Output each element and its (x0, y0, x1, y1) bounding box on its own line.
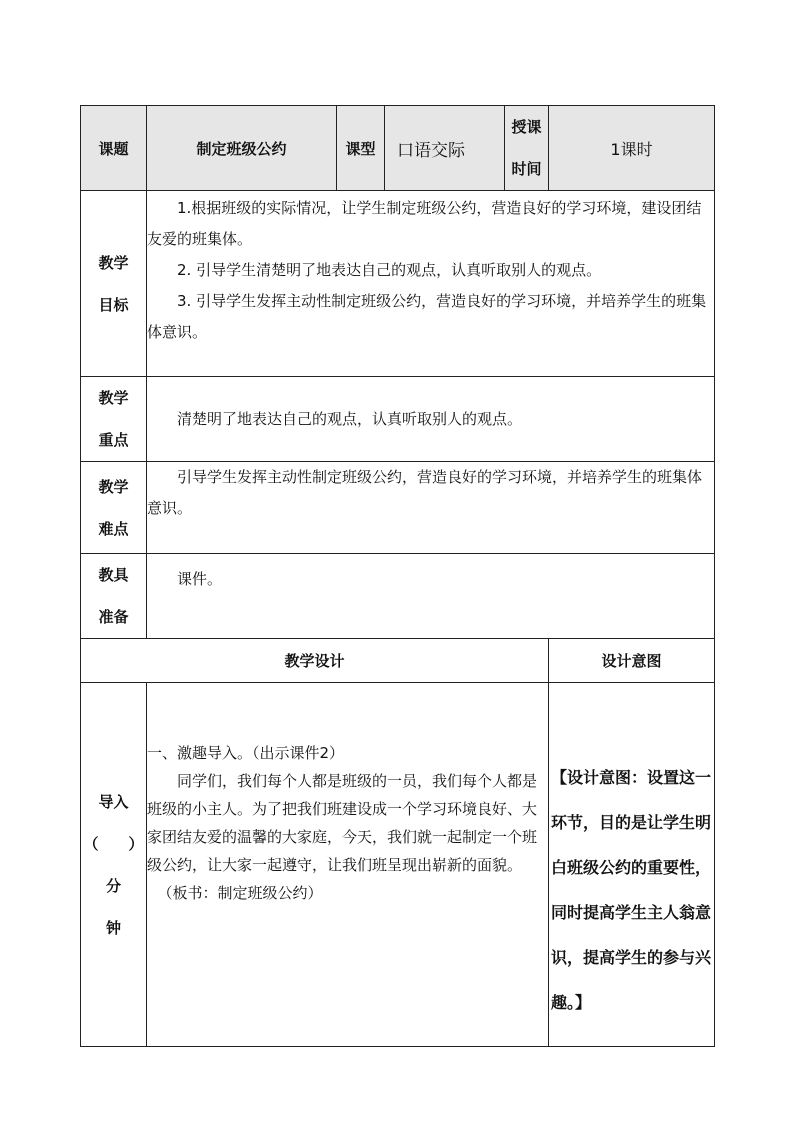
time-label-line1: 授课 (511, 118, 542, 136)
time-value-cell (549, 106, 715, 191)
materials-label-cell (81, 554, 147, 639)
difficulties-row (81, 462, 715, 554)
key-points-label-line1: 教学 (98, 389, 129, 407)
key-points-row (81, 377, 715, 462)
design-header-right-cell (549, 639, 715, 683)
time-value: 1课时 (610, 139, 653, 159)
key-points-text: 清楚明了地表达自己的观点，认真听取别人的观点。 (177, 409, 523, 428)
intro-paragraph: 同学们，我们每个人都是班级的一员，我们每个人都是班级的小主人。为了把我们班建设成一个学习环境良好、大家团结友爱的温馨的大家庭，今天，我们就一起制定一个班级公约，让大家一起遵守，让我们班呈现出崭新的面貌。 (147, 772, 538, 874)
time-label-line2: 时间 (511, 160, 542, 178)
intro-content-cell (147, 683, 549, 1047)
objectives-label-line2: 目标 (98, 295, 129, 314)
type-value: 口语交际 (397, 140, 465, 161)
difficulties-label-cell (81, 462, 147, 554)
key-points-label-cell (81, 377, 147, 462)
objective-item-2: 2. 引导学生清楚明了地表达自己的观点，认真听取别人的观点。 (177, 261, 602, 279)
intro-label-cell (81, 683, 147, 1047)
design-header-left: 教学设计 (284, 652, 345, 670)
materials-label-line2: 准备 (98, 608, 129, 626)
topic-value: 制定班级公约 (196, 139, 287, 158)
intro-label-line3: 钟 (105, 918, 121, 937)
intro-board-note: （板书：制定班级公约） (157, 884, 323, 902)
difficulties-label-line2: 难点 (98, 519, 129, 538)
intro-heading: 一、激趣导入。（出示课件2） (147, 744, 345, 762)
objectives-row (81, 191, 715, 377)
materials-content-cell (147, 554, 715, 639)
type-label-cell (337, 106, 385, 191)
materials-row (81, 554, 715, 639)
objectives-content-cell (147, 191, 715, 377)
topic-label-cell (81, 106, 147, 191)
type-label: 课型 (345, 139, 376, 158)
intro-row (81, 683, 715, 1047)
objective-item-3: 3. 引导学生发挥主动性制定班级公约，营造良好的学习环境，并培养学生的班集体意识。 (147, 292, 707, 341)
time-label-cell (505, 106, 549, 191)
objective-item-1: 1.根据班级的实际情况，让学生制定班级公约，营造良好的学习环境，建设团结友爱的班集体。 (147, 199, 702, 248)
topic-label: 课题 (98, 139, 129, 158)
design-header-left-cell (81, 639, 549, 683)
topic-value-cell (147, 106, 337, 191)
key-points-content-cell (147, 377, 715, 462)
difficulties-label-line1: 教学 (98, 477, 129, 496)
lesson-plan-table (80, 105, 715, 1047)
design-header-right: 设计意图 (601, 652, 662, 670)
type-value-cell (385, 106, 505, 191)
header-row (81, 106, 715, 191)
materials-text: 课件。 (177, 570, 223, 588)
materials-label-line1: 教具 (98, 566, 129, 584)
intro-intent: 【设计意图：设置这一环节，目的是让学生明白班级公约的重要性，同时提高学生主人翁意识，提高学生的参与兴趣。】 (551, 768, 712, 1012)
difficulties-text: 引导学生发挥主动性制定班级公约，营造良好的学习环境，并培养学生的班集体意识。 (147, 468, 703, 517)
design-header-row (81, 639, 715, 683)
intro-intent-cell (549, 683, 715, 1047)
objectives-label-cell (81, 191, 147, 377)
difficulties-content-cell (147, 462, 715, 554)
intro-label-line1: 导入 (98, 792, 129, 811)
intro-label-line2: （ ）分 (83, 834, 144, 895)
objectives-label-line1: 教学 (98, 253, 129, 272)
key-points-label-line2: 重点 (98, 431, 129, 449)
